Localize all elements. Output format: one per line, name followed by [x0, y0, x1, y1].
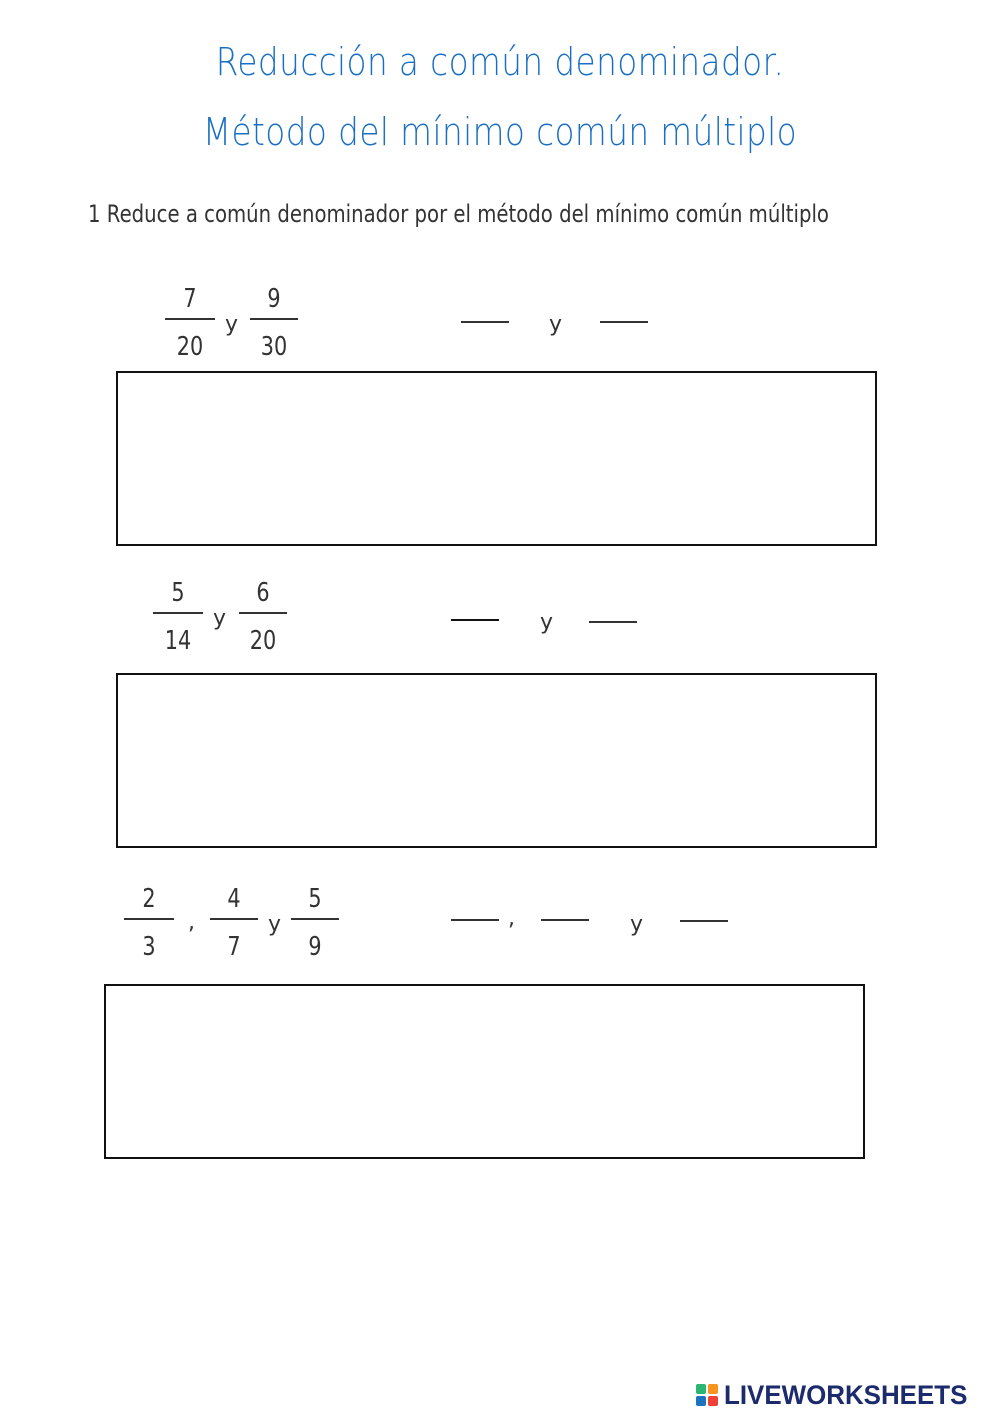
- fraction-bar: [165, 318, 215, 320]
- denominator: 20: [249, 626, 277, 656]
- liveworksheets-logo-icon: [696, 1384, 718, 1406]
- fraction-bar: [291, 918, 339, 920]
- liveworksheets-logo: [696, 1380, 978, 1410]
- fraction-bar: [250, 318, 298, 320]
- connector-y: y: [213, 606, 227, 631]
- fraction-bar: [153, 612, 203, 614]
- page-title-line-1: Reducción a común denominador.: [215, 40, 785, 84]
- exercise-instruction: 1 Reduce a común denominador por el método del mínimo común múltiplo: [88, 200, 829, 228]
- numerator: 6: [256, 578, 270, 608]
- answer-blank[interactable]: [461, 321, 509, 323]
- page-title-line-2: Método del mínimo común múltiplo: [202, 110, 798, 154]
- comma-separator: ,: [188, 910, 195, 935]
- numerator: 4: [227, 884, 241, 914]
- logo-square: [708, 1396, 718, 1406]
- denominator: 14: [164, 626, 192, 656]
- numerator: 9: [267, 284, 281, 314]
- answer-connector-y: y: [630, 912, 644, 937]
- fraction-bar: [210, 918, 258, 920]
- denominator: 20: [176, 332, 204, 362]
- denominator: 9: [308, 932, 322, 962]
- numerator: 5: [308, 884, 322, 914]
- logo-square: [708, 1384, 718, 1394]
- numerator: 2: [142, 884, 156, 914]
- logo-square: [696, 1384, 706, 1394]
- work-area-box[interactable]: [104, 984, 865, 1159]
- answer-connector-y: y: [540, 610, 554, 635]
- answer-blank[interactable]: [451, 919, 499, 921]
- numerator: 7: [183, 284, 197, 314]
- answer-blank[interactable]: [589, 621, 637, 623]
- connector-y: y: [268, 912, 282, 937]
- answer-blank[interactable]: [680, 920, 728, 922]
- logo-square: [696, 1396, 706, 1406]
- denominator: 3: [142, 932, 156, 962]
- answer-blank[interactable]: [541, 919, 589, 921]
- brand-name: LIVEWORKSHEETS: [724, 1379, 968, 1410]
- fraction-bar: [239, 612, 287, 614]
- answer-connector-y: y: [549, 312, 563, 337]
- fraction-bar: [124, 918, 174, 920]
- work-area-box[interactable]: [116, 371, 877, 546]
- work-area-box[interactable]: [116, 673, 877, 848]
- answer-blank[interactable]: [600, 321, 648, 323]
- answer-comma-separator: ,: [508, 906, 515, 931]
- denominator: 7: [227, 932, 241, 962]
- denominator: 30: [260, 332, 288, 362]
- connector-y: y: [225, 312, 239, 337]
- numerator: 5: [171, 578, 185, 608]
- answer-blank[interactable]: [451, 619, 499, 621]
